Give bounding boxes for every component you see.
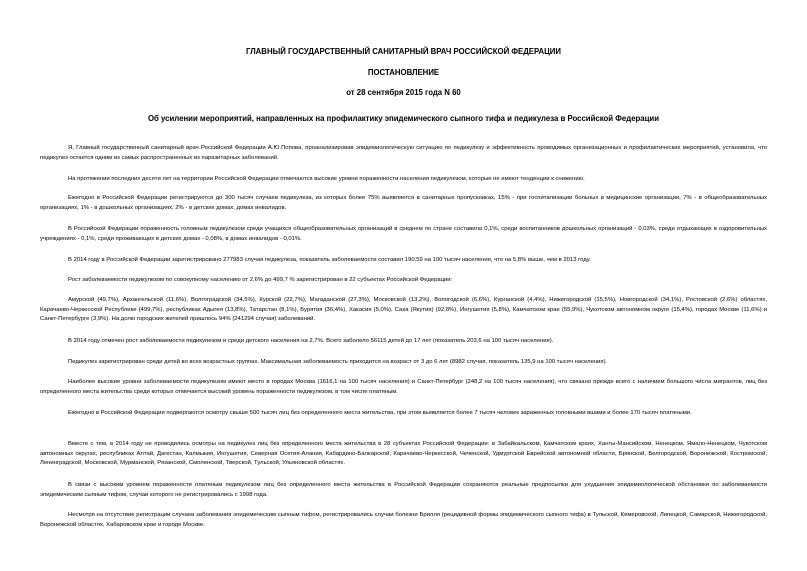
- paragraph: Несмотря на отсутствие регистрации случаев заболевания эпидемическим сыпным тифом, регистрировались случаи болезни Брилля (рецидивной формы эпидемического сыпного тифа) в Тульской, Кемеровской, Липецкой, Самарской, Нижегородской, Воронежской областях, Хабаровском крае и городе Москве.: [40, 512, 767, 528]
- paragraph: Педикулез зарегистрирован среди детей во всех возрастных группах. Максимальная заболеваемость приходится на возраст от 3 до 6 лет (8982 случая, показатель 135,9 на 100 тысяч населения).: [68, 359, 608, 365]
- paragraph: Вместе с тем, в 2014 году не проводились осмотры на педикулез лиц без определенного места жительства в 28 субъектах Российской Федерации: в Забайкальском, Камчатском краях, Ханты-Мансийском, Ненецком, Ямало-Ненецком, Чукотском автономных округах, республиках Алтай, Дагестан, Калмыкия, Ингушетия, Северная Осетия-Алания, Кабардино-Балкарской, Карачаево-Черкесской, Чеченской, Удмуртской Еврейской автономной области, Брянской, Белгородской, Воронежской, Костромской, Ленинградской, Московской, Мурманской, Рязанской, Смоленской, Тверской, Тульской, Ульяновской областях.: [40, 441, 767, 467]
- paragraph: В Российской Федерации пораженность головным педикулезом среди учащихся общеобразовательных организаций в среднем по стране составила 0,1%, среди воспитанников дошкольных организаций - 0,03%, среди отдыхающих в оздоровительных учреждениях - 0,1%, среди проживающих в детских домах - 0,08%, в домах инвалидов - 0,01%.: [40, 226, 767, 242]
- paragraph: Наиболее высокие уровни заболеваемости педикулезом имеют место в городах Москва (1616,1 на 100 тысяч населения) и Санкт-Петербург (248,2 на 100 тысяч населения), что связано прежде всего с наличием большого числа мигрантов, лиц без определенного места жительства среди которых отмечается высокий уровень пораженности педикулезом, в том числе платяным.: [40, 379, 767, 395]
- paragraph: Рост заболеваемости педикулезом по совокупному населению от 2,6% до 499,7 % зарегистрирован в 22 субъектах Российской Федерации:: [68, 277, 453, 283]
- paragraph: В связи с высоким уровнем пораженности платяным педикулезом лиц без определенного места жительства в Российской Федерации сохраняются реальные предпосылки для ухудшения эпидемиологической обстановки по заболеваемости эпидемическим сыпным тифом, случаи которого не регистрировались с 1998 года.: [40, 482, 767, 498]
- document-title: Об усилении мероприятий, направленных на профилактику эпидемического сыпного тифа и педикулеза в Российской Федерации: [147, 114, 660, 123]
- document-type: ПОСТАНОВЛЕНИЕ: [367, 68, 440, 77]
- paragraph: Я, Главный государственный санитарный врач Российской Федерации А.Ю.Попова, проанализировав эпидемиологическую ситуацию по педикулезу и эффективность проводимых организационных и профилактических мероприятий, установила, что педикулез остается одним из самых распространенных из паразитарных заболеваний.: [40, 145, 767, 161]
- issuing-authority: ГЛАВНЫЙ ГОСУДАРСТВЕННЫЙ САНИТАРНЫЙ ВРАЧ РОССИЙСКОЙ ФЕДЕРАЦИИ: [245, 47, 562, 56]
- document-date-number: от 28 сентября 2015 года N 60: [346, 88, 461, 97]
- paragraph: На протяжении последних десяти лет на территории Российской Федерации отмечаются высокие уровни пораженности населения педикулезом, которые не имеют тенденции к снижению.: [68, 176, 585, 182]
- paragraph-regions-list: Амурской (49,7%), Архангельской (11,6%), Волгоградской (34,5%), Курской (22,7%), Магаданской (27,3%), Московской (13,2%), Вологодской (6,6%), Курганской (4,4%), Нижегородской (15,5%), Новгородской (34,1%), Ростовской (2,6%) областях, Карачаево-Черкесской Республике (499,7%), республиках Адыгея (13,8%), Татарстан (8,1%), Бурятия (36,4%), Хакасия (5,0%), Саха (Якутия) (92,8%), Ингушетия (5,8%), Камчатском крае (55,9%), Чукотском автономном округе (15,4%), городах Москве (11,6%) и Санкт-Петербурге (3,9%). На долю городских жителей пришлось 94% (241294 случая) заболеваний.: [40, 297, 767, 323]
- paragraph: Ежегодно в Российской Федерации регистрируются до 300 тысяч случаев педикулеза, из которых более 75% выявляется в санитарных пропускниках, 15% - при госпитализации больных в медицинские организации, 7% - в общеобразовательных организациях, 1% - в дошкольных организациях, 2% - в детских домах, домах инвалидов.: [40, 195, 767, 211]
- paragraph: В 2014 году отмечен рост заболеваемости педикулезом и среди детского населения на 2,7%. Всего заболело 56115 детей до 17 лет (показатель 203,6 на 100 тысяч населения).: [68, 338, 554, 344]
- paragraph: В 2014 году в Российской Федерации зарегистрировано 277983 случая педикулеза, показатель заболеваемости составил 190,59 на 100 тысяч населения, что на 5,8% выше, чем в 2013 году.: [68, 257, 591, 263]
- paragraph: Ежегодно в Российской Федерации подвергаются осмотру свыше 500 тысяч лиц без определенного места жительства, при этом выявляется более 7 тысяч человек зараженных головными вшами и более 170 тысяч платяными.: [68, 410, 692, 416]
